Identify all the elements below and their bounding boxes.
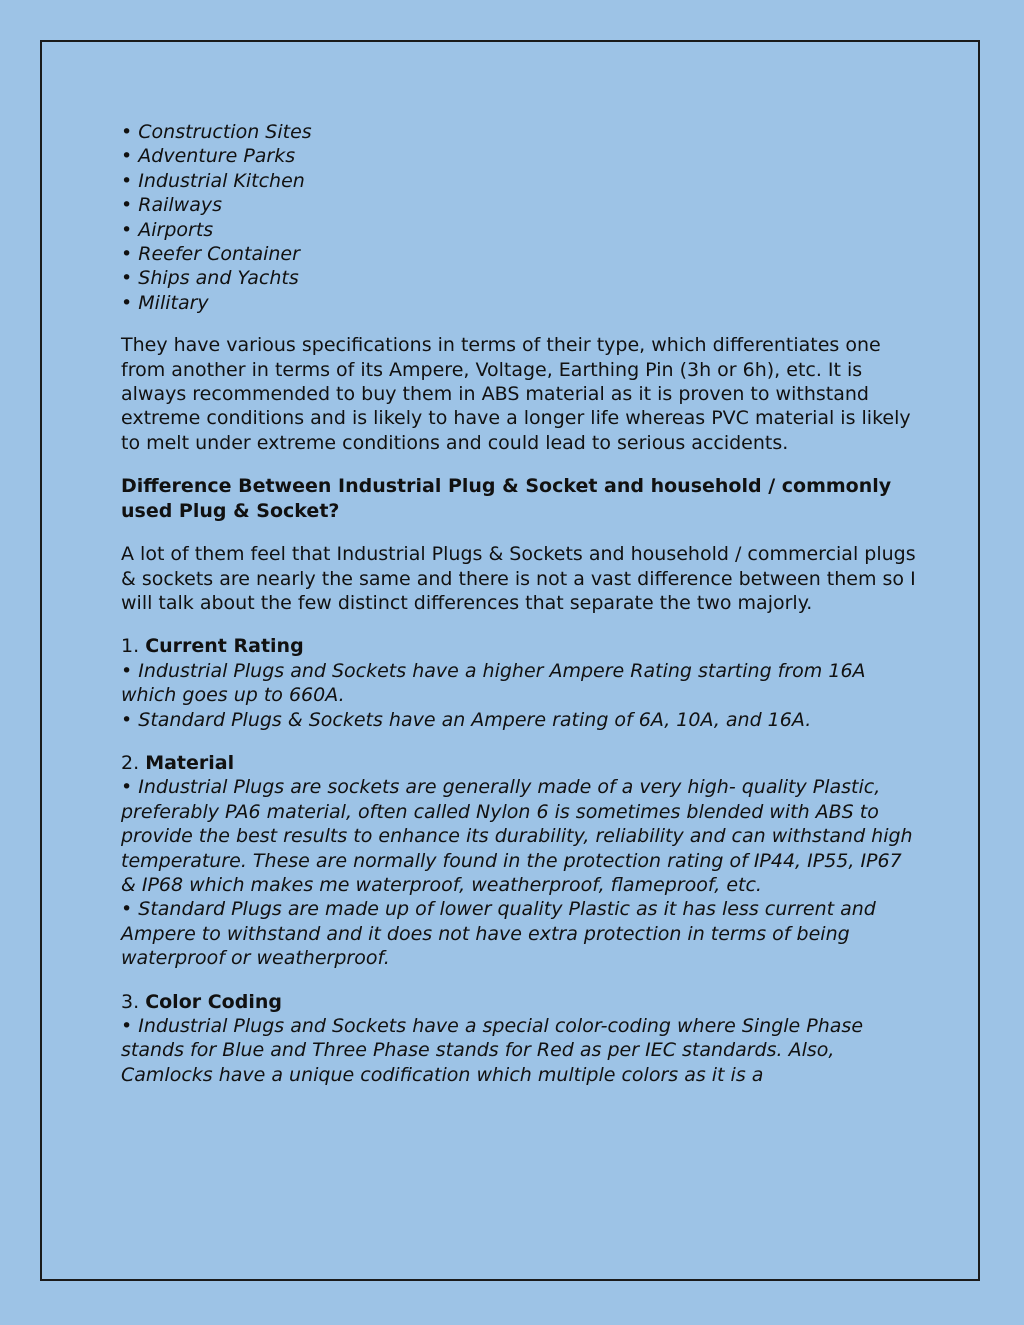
section-title: Color Coding	[145, 990, 282, 1013]
section-color-coding	[121, 990, 921, 1088]
specifications-paragraph: They have various specifications in terms of their type, which differentiates one from another in terms of its Ampere, Voltage, Earthing Pin (3h or 6h), etc. It is always recommended to buy them in ABS material as it is proven to withstand extreme conditions and is likely to have a longer life whereas PVC material is likely to melt under extreme conditions and could lead to serious accidents.	[121, 334, 911, 454]
section-number: 2.	[121, 751, 140, 774]
section-point: • Industrial Plugs are sockets are generally made of a very high- quality Plastic, preferably PA6 material, often called Nylon 6 is sometimes blended with ABS to provide the best results to enhance its durability, reliability and can withstand high temperature. These are normally found in the protection rating of IP44, IP55, IP67 & IP68 which makes me waterproof, weatherproof, flameproof, etc.	[121, 776, 913, 896]
section-title: Current Rating	[145, 635, 304, 658]
section-material	[121, 751, 921, 971]
section-heading: Difference Between Industrial Plug & Socket and household / commonly used Plug & Socket?	[121, 475, 892, 522]
section-number: 1.	[121, 635, 140, 658]
document-body	[121, 120, 921, 1106]
section-point: • Standard Plugs are made up of lower quality Plastic as it has less current and Ampere to withstand and it does not have extra protection in terms of being waterproof or weatherproof.	[121, 898, 876, 970]
list-item: • Construction Sites	[121, 121, 312, 143]
list-item: • Reefer Container	[121, 243, 300, 266]
intro-paragraph: A lot of them feel that Industrial Plugs & Sockets and household / commercial plugs & sockets are nearly the same and there is not a vast difference between them so I will talk about the few distinct differences that separate the two majorly.	[121, 543, 916, 614]
section-current-rating	[121, 634, 921, 732]
application-list	[121, 120, 921, 315]
list-item: • Adventure Parks	[121, 145, 296, 168]
list-item: • Railways	[121, 194, 222, 217]
section-title: Material	[145, 751, 235, 774]
list-item: • Airports	[121, 218, 214, 241]
list-item: • Industrial Kitchen	[121, 169, 305, 192]
section-point: • Industrial Plugs and Sockets have a special color-coding where Single Phase stands for Blue and Three Phase stands for Red as per IEC standards. Also, Camlocks have a unique codification which multiple colors as it is a	[121, 1015, 864, 1086]
list-item: • Military	[121, 291, 209, 314]
list-item: • Ships and Yachts	[121, 267, 299, 290]
section-point: • Industrial Plugs and Sockets have a higher Ampere Rating starting from 16A which goes up to 660A.	[121, 659, 866, 707]
section-number: 3.	[121, 990, 140, 1013]
section-point: • Standard Plugs & Sockets have an Ampere rating of 6A, 10A, and 16A.	[121, 708, 812, 731]
